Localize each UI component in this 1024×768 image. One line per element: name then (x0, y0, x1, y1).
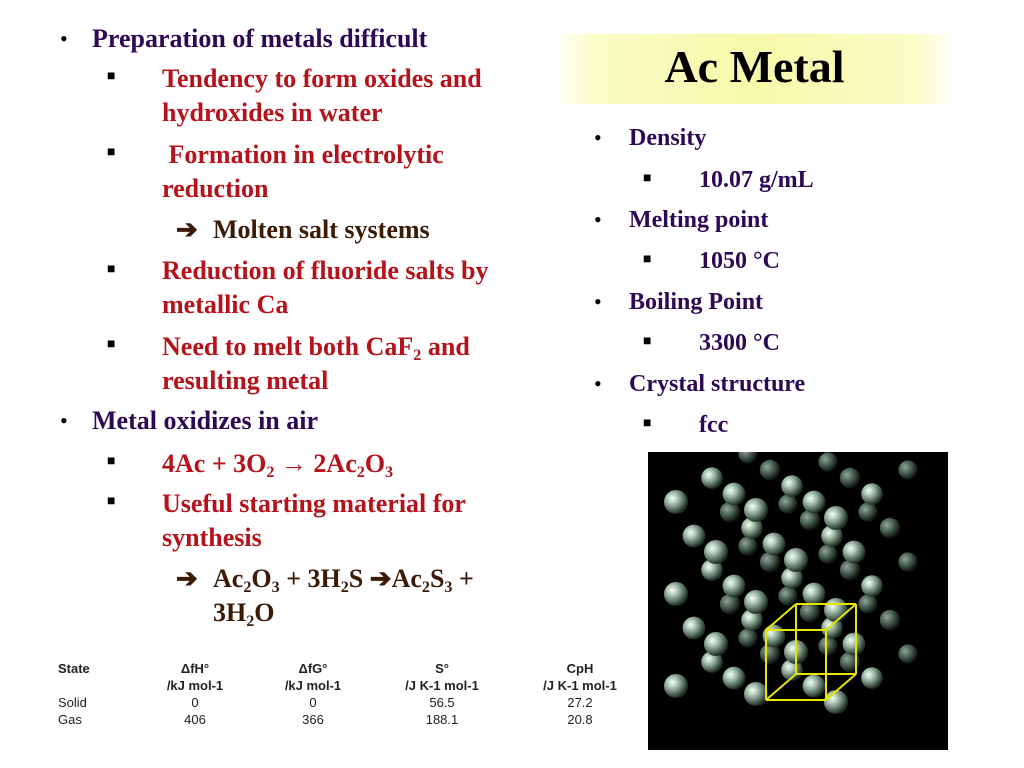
table-cell: 27.2 (567, 695, 593, 710)
atom (824, 690, 848, 714)
slide-title: Ac Metal (664, 41, 845, 92)
atom (858, 502, 877, 521)
table-cell: 56.5 (429, 695, 455, 710)
atom (664, 582, 688, 606)
cell-edge (766, 604, 796, 630)
header-dfg: ΔfG° (298, 661, 328, 676)
atom (843, 541, 866, 564)
atom (861, 667, 883, 689)
square-bullet-icon: ■ (643, 252, 652, 267)
header-dfh: ΔfH° (180, 661, 210, 676)
atom (803, 675, 826, 698)
atom (843, 633, 866, 656)
atom (898, 552, 917, 571)
units-cp: /J K-1 mol-1 (543, 678, 617, 693)
square-bullet-icon: ■ (107, 454, 116, 469)
units-entropy: /J K-1 mol-1 (405, 678, 479, 693)
atom (760, 460, 780, 480)
bullet-starting-material: Useful starting material for synthesis (162, 489, 466, 552)
melting-point-value: 1050 °C (699, 248, 780, 274)
atom (701, 467, 723, 489)
right-arrow-icon: ➔ (369, 564, 392, 593)
atom (781, 475, 803, 497)
cell-edge (766, 674, 796, 700)
square-bullet-icon: ■ (643, 171, 652, 186)
table-cell: 406 (184, 712, 206, 727)
units-dfg: /kJ mol-1 (284, 678, 342, 693)
right-arrow-icon: ➔ (176, 564, 198, 593)
equation-oxidation: $4Ac + 3O_2 \to 2Ac_2O_3$ (162, 449, 394, 481)
bullet-dot-icon: • (60, 26, 68, 51)
atom (664, 674, 688, 698)
right-arrow-icon: ➔ (176, 215, 198, 244)
table-cell: 366 (302, 712, 324, 727)
arrow-molten-salt: Molten salt systems (213, 215, 430, 244)
atom (704, 540, 728, 564)
atom (723, 483, 746, 506)
bullet-electrolytic: Formation in electrolytic reduction (162, 140, 451, 203)
bullet-dot-icon: • (594, 371, 602, 396)
atom (744, 590, 768, 614)
square-bullet-icon: ■ (107, 494, 116, 509)
boiling-point-label: Boiling Point (629, 289, 764, 315)
table-cell: Solid (58, 695, 87, 710)
melting-point-label: Melting point (629, 207, 769, 233)
atom (723, 667, 746, 690)
table-row (58, 694, 648, 711)
crystal-structure-label: Crystal structure (629, 371, 806, 397)
atom (803, 583, 826, 606)
atom (784, 548, 808, 572)
table-header-row (58, 660, 648, 677)
atom (898, 644, 917, 663)
lattice-atoms (664, 452, 918, 714)
equation-sulfide: $Ac_2O_3 + 3H_2S$ $➔Ac_2S_3$ + $3H_2O$ (213, 564, 474, 630)
bullet-dot-icon: • (60, 408, 68, 433)
crystal-structure-value: fcc (699, 412, 729, 438)
header-cp: CpH (566, 661, 594, 676)
table-cell: 0 (191, 695, 199, 710)
table-units-row (58, 677, 648, 694)
atom (861, 575, 883, 597)
units-dfh: /kJ mol-1 (166, 678, 224, 693)
atom (840, 468, 860, 488)
square-bullet-icon: ■ (107, 262, 116, 277)
bullet-preparation: Preparation of metals difficult (92, 24, 428, 53)
atom (738, 628, 757, 647)
bullet-fluoride: Reduction of fluoride salts by metallic Ca (162, 256, 489, 319)
atom (664, 490, 688, 514)
fcc-crystal-image (648, 452, 948, 750)
atom (704, 632, 728, 656)
atom (683, 525, 706, 548)
atom (738, 452, 757, 464)
atom (738, 536, 757, 555)
atom (723, 575, 746, 598)
atom (824, 506, 848, 530)
atom (818, 636, 837, 655)
atom (763, 533, 786, 556)
atom (683, 617, 706, 640)
atom (824, 598, 848, 622)
bullet-melt: Need to melt both CaF$_2$ and resulting metal (162, 332, 470, 395)
atom (744, 682, 768, 706)
square-bullet-icon: ■ (643, 334, 652, 349)
atom (744, 498, 768, 522)
thermo-table (58, 660, 648, 728)
atom (778, 494, 797, 513)
atom (880, 610, 900, 630)
density-label: Density (629, 125, 707, 151)
atom (818, 544, 837, 563)
square-bullet-icon: ■ (107, 69, 116, 84)
density-value: 10.07 g/mL (699, 167, 814, 193)
atom (898, 460, 917, 479)
header-state: State (58, 661, 90, 676)
square-bullet-icon: ■ (107, 145, 116, 160)
bullet-dot-icon: • (594, 125, 602, 150)
table-cell: Gas (58, 712, 82, 727)
bullet-dot-icon: • (594, 207, 602, 232)
atom (858, 594, 877, 613)
bullet-dot-icon: • (594, 289, 602, 314)
atom (778, 586, 797, 605)
square-bullet-icon: ■ (643, 416, 652, 431)
atom (818, 452, 837, 471)
units-state (58, 677, 136, 694)
fcc-lattice-svg (648, 452, 948, 750)
header-entropy: S° (435, 661, 449, 676)
square-bullet-icon: ■ (107, 337, 116, 352)
table-cell: 188.1 (425, 712, 459, 727)
bullet-oxidizes: Metal oxidizes in air (92, 406, 319, 435)
atom (880, 518, 900, 538)
table-row (58, 711, 648, 728)
boiling-point-value: 3300 °C (699, 330, 780, 356)
table-cell: 20.8 (567, 712, 593, 727)
table-cell: 0 (309, 695, 317, 710)
atom (803, 491, 826, 514)
bullet-oxides: Tendency to form oxides and hydroxides in water (162, 64, 482, 127)
atom (861, 483, 883, 505)
